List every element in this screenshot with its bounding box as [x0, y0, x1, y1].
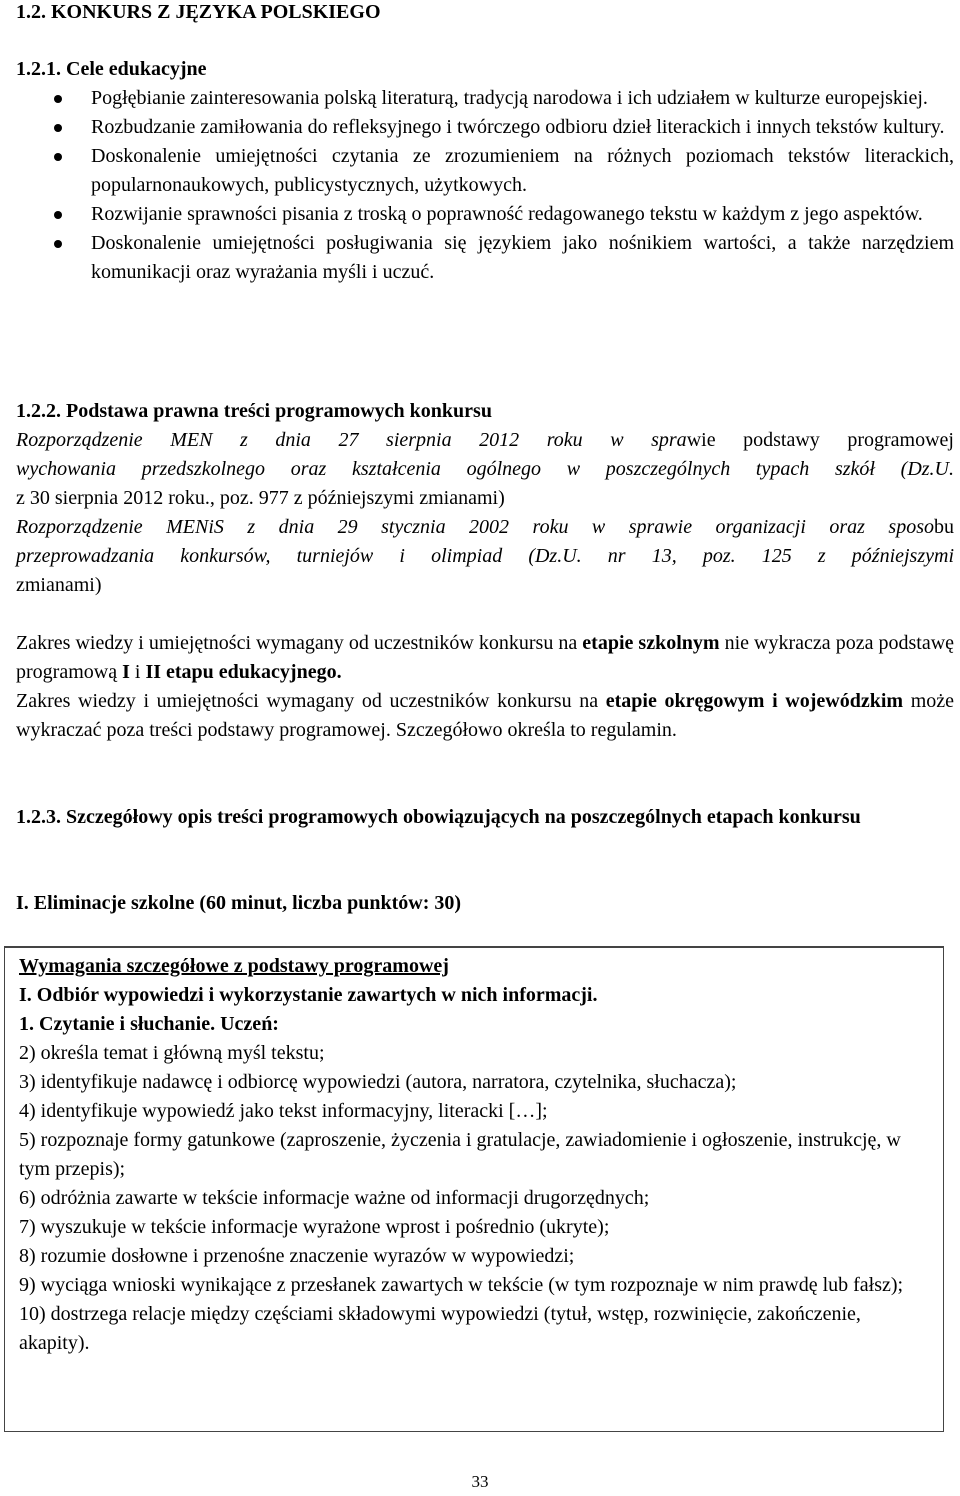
goals-heading: 1.2.1. Cele edukacyjne	[16, 58, 207, 80]
section-title: 1.2. KONKURS Z JĘZYKA POLSKIEGO	[16, 1, 381, 23]
page-number: 33	[471, 1472, 489, 1491]
table-header: Wymagania szczegółowe z podstawy programowej	[19, 955, 449, 977]
detail-heading: 1.2.3. Szczegółowy opis treści programowych obowiązujących na poszczególnych etapach konkursu	[16, 806, 861, 828]
table-row: 5) rozpoznaje formy gatunkowe (zaproszenie, życzenia i gratulacje, zawiadomienie i ogłoszenie, instrukcję, w tym przepis);	[19, 1129, 901, 1180]
bullet-icon	[54, 95, 62, 103]
table-row: 3) identyfikuje nadawcę i odbiorcę wypowiedzi (autora, narratora, czytelnika, słuchacza);	[19, 1071, 737, 1093]
table-row: 7) wyszukuje w tekście informacje wyrażone wprost i pośrednio (ukryte);	[19, 1216, 610, 1238]
bullet-icon	[54, 240, 62, 248]
list-item: Doskonalenie umiejętności czytania ze zrozumieniem na różnych poziomach tekstów literackich, popularnonaukowych, publicystycznych, użytkowych.	[16, 142, 954, 200]
list-item: Rozbudzanie zamiłowania do refleksyjnego i twórczego odbioru dzieł literackich i innych tekstów kultury.	[16, 113, 954, 142]
legal-basis-1: Rozporządzenie MEN z dnia 27 sierpnia 2012 roku w sprawie podstawy programowej wychowania przedszkolnego oraz kształcenia ogólnego w poszczególnych typach szkół (Dz.U. z 30 sierpnia 2012 roku., poz. 977 z późniejszymi zmianami)	[16, 429, 954, 509]
scope-school-stage: Zakres wiedzy i umiejętności wymagany od uczestników konkursu na etapie szkolnym nie wykracza poza podstawę programową I i II etapu edukacyjnego.	[16, 632, 955, 683]
table-row: 8) rozumie dosłowne i przenośne znaczenie wyrazów w wypowiedzi;	[19, 1245, 575, 1267]
scope-higher-stages: Zakres wiedzy i umiejętności wymagany od uczestników konkursu na etapie okręgowym i wojewódzkim może wykraczać poza treści podstawy programowej. Szczegółowo określa to regulamin.	[16, 690, 955, 741]
bullet-icon	[54, 153, 62, 161]
elimination-heading: I. Eliminacje szkolne (60 minut, liczba punktów: 30)	[16, 892, 462, 914]
table-subtitle: 1. Czytanie i słuchanie. Uczeń:	[19, 1013, 279, 1035]
requirements-table	[4, 946, 944, 1432]
legal-basis-heading: 1.2.2. Podstawa prawna treści programowych konkursu	[16, 400, 492, 422]
table-row: 9) wyciąga wnioski wynikające z przesłanek zawartych w tekście (w tym rozpoznaje w nim prawdę lub fałsz);	[19, 1274, 904, 1296]
list-item: Doskonalenie umiejętności posługiwania się językiem jako nośnikiem wartości, a także narzędziem komunikacji oraz wyrażania myśli i uczuć.	[16, 229, 954, 287]
table-row: 10) dostrzega relacje między częściami składowymi wypowiedzi (tytuł, wstęp, rozwinięcie, zakończenie, akapity).	[19, 1303, 861, 1354]
table-row: 4) identyfikuje wypowiedź jako tekst informacyjny, literacki […];	[19, 1100, 548, 1122]
legal-basis-2: Rozporządzenie MENiS z dnia 29 stycznia 2002 roku w sprawie organizacji oraz sposobu przeprowadzania konkursów, turniejów i olimpiad (Dz.U. nr 13, poz. 125 z późniejszymi zmianami)	[16, 516, 954, 596]
goals-list	[16, 84, 954, 287]
bullet-icon	[54, 211, 62, 219]
table-row: 2) określa temat i główną myśl tekstu;	[19, 1042, 325, 1064]
list-item: Pogłębianie zainteresowania polską literaturą, tradycją narodowa i ich udziałem w kulturze europejskiej.	[16, 84, 954, 113]
bullet-icon	[54, 124, 62, 132]
table-row: 6) odróżnia zawarte w tekście informacje ważne od informacji drugorzędnych;	[19, 1187, 650, 1209]
table-part-title: I. Odbiór wypowiedzi i wykorzystanie zawartych w nich informacji.	[19, 984, 598, 1006]
list-item: Rozwijanie sprawności pisania z troską o poprawność redagowanego tekstu w każdym z jego aspektów.	[16, 200, 954, 229]
